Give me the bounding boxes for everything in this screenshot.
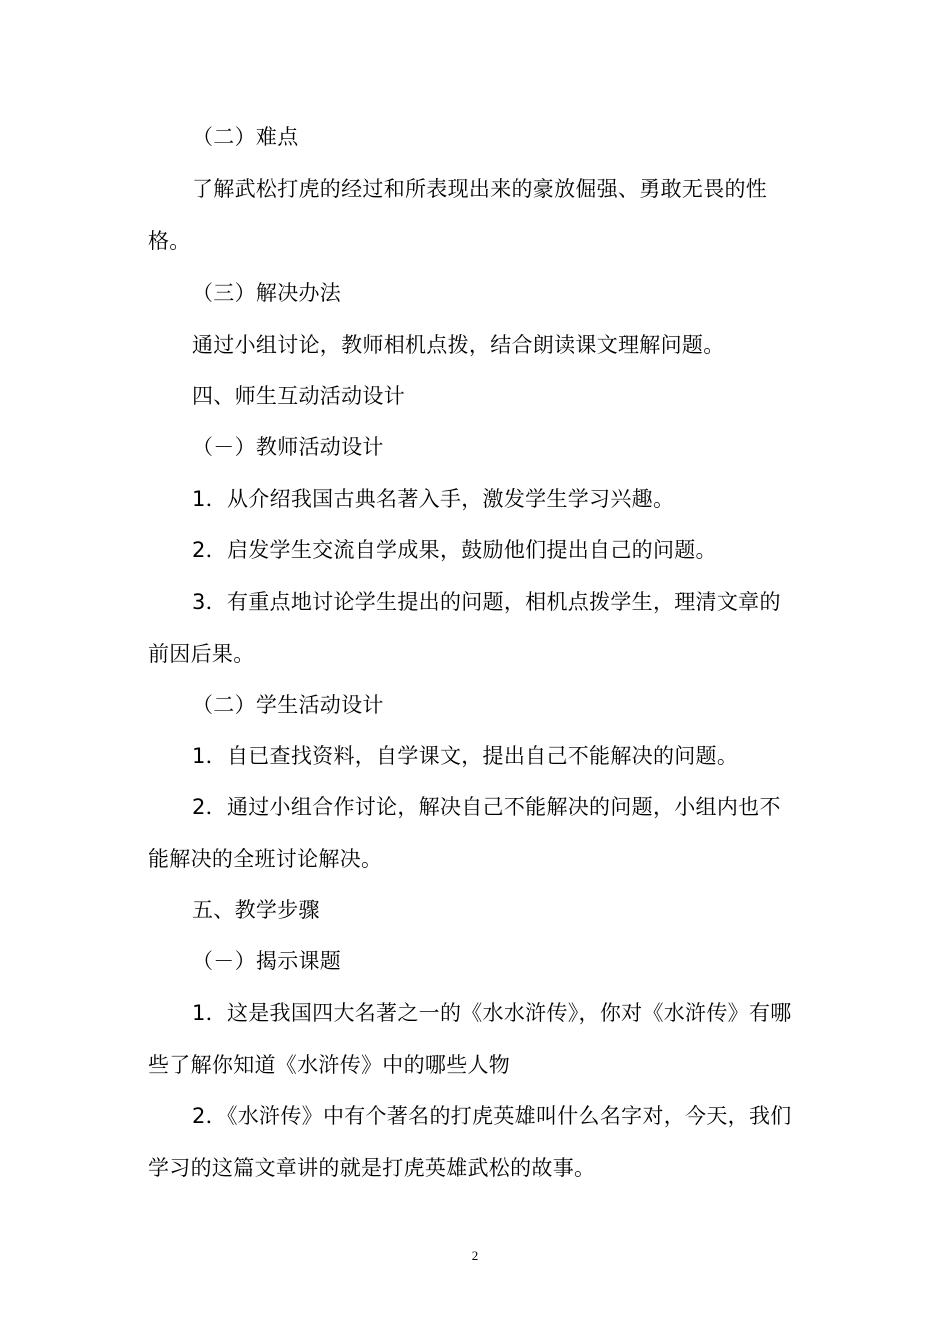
heading-solution: （三）解决办法 bbox=[192, 281, 342, 305]
heading-student-activity: （二）学生活动设计 bbox=[192, 693, 384, 717]
heading-difficulty: （二）难点 bbox=[192, 125, 299, 149]
list-item-teacher-3: 3．有重点地讨论学生提出的问题，相机点拨学生，理清文章的前因后果。 bbox=[148, 590, 781, 666]
paragraph-solution-text: 通过小组讨论，教师相机点拨，结合朗读课文理解问题。 bbox=[192, 333, 725, 357]
list-item-student-2: 2．通过小组合作讨论，解决自己不能解决的问题，小组内也不能解决的全班讨论解决。 bbox=[148, 795, 781, 871]
heading-reveal-topic: （－）揭示课题 bbox=[192, 949, 342, 973]
heading-section-four: 四、师生互动活动设计 bbox=[192, 384, 405, 408]
list-item-topic-1: 1．这是我国四大名著之一的《水水浒传》，你对《水浒传》有哪些了解你知道《水浒传》中的哪些人物 bbox=[148, 1001, 792, 1077]
list-item-topic-2: 2．《水浒传》中有个著名的打虎英雄叫什么名字对，今天，我们学习的这篇文章讲的就是打虎英雄武松的故事。 bbox=[148, 1104, 792, 1180]
page-number: 2 bbox=[471, 1248, 479, 1263]
heading-section-five: 五、教学步骤 bbox=[192, 898, 320, 922]
list-item-teacher-2: 2．启发学生交流自学成果，鼓励他们提出自己的问题。 bbox=[192, 538, 717, 562]
paragraph-difficulty-text: 了解武松打虎的经过和所表现出来的豪放倔强、勇敢无畏的性格。 bbox=[148, 177, 768, 253]
heading-teacher-activity: （－）教师活动设计 bbox=[192, 435, 384, 459]
list-item-student-1: 1．自已查找资料，自学课文，提出自己不能解决的问题。 bbox=[192, 744, 739, 768]
list-item-teacher-1: 1．从介绍我国古典名著入手，激发学生学习兴趣。 bbox=[192, 487, 675, 511]
